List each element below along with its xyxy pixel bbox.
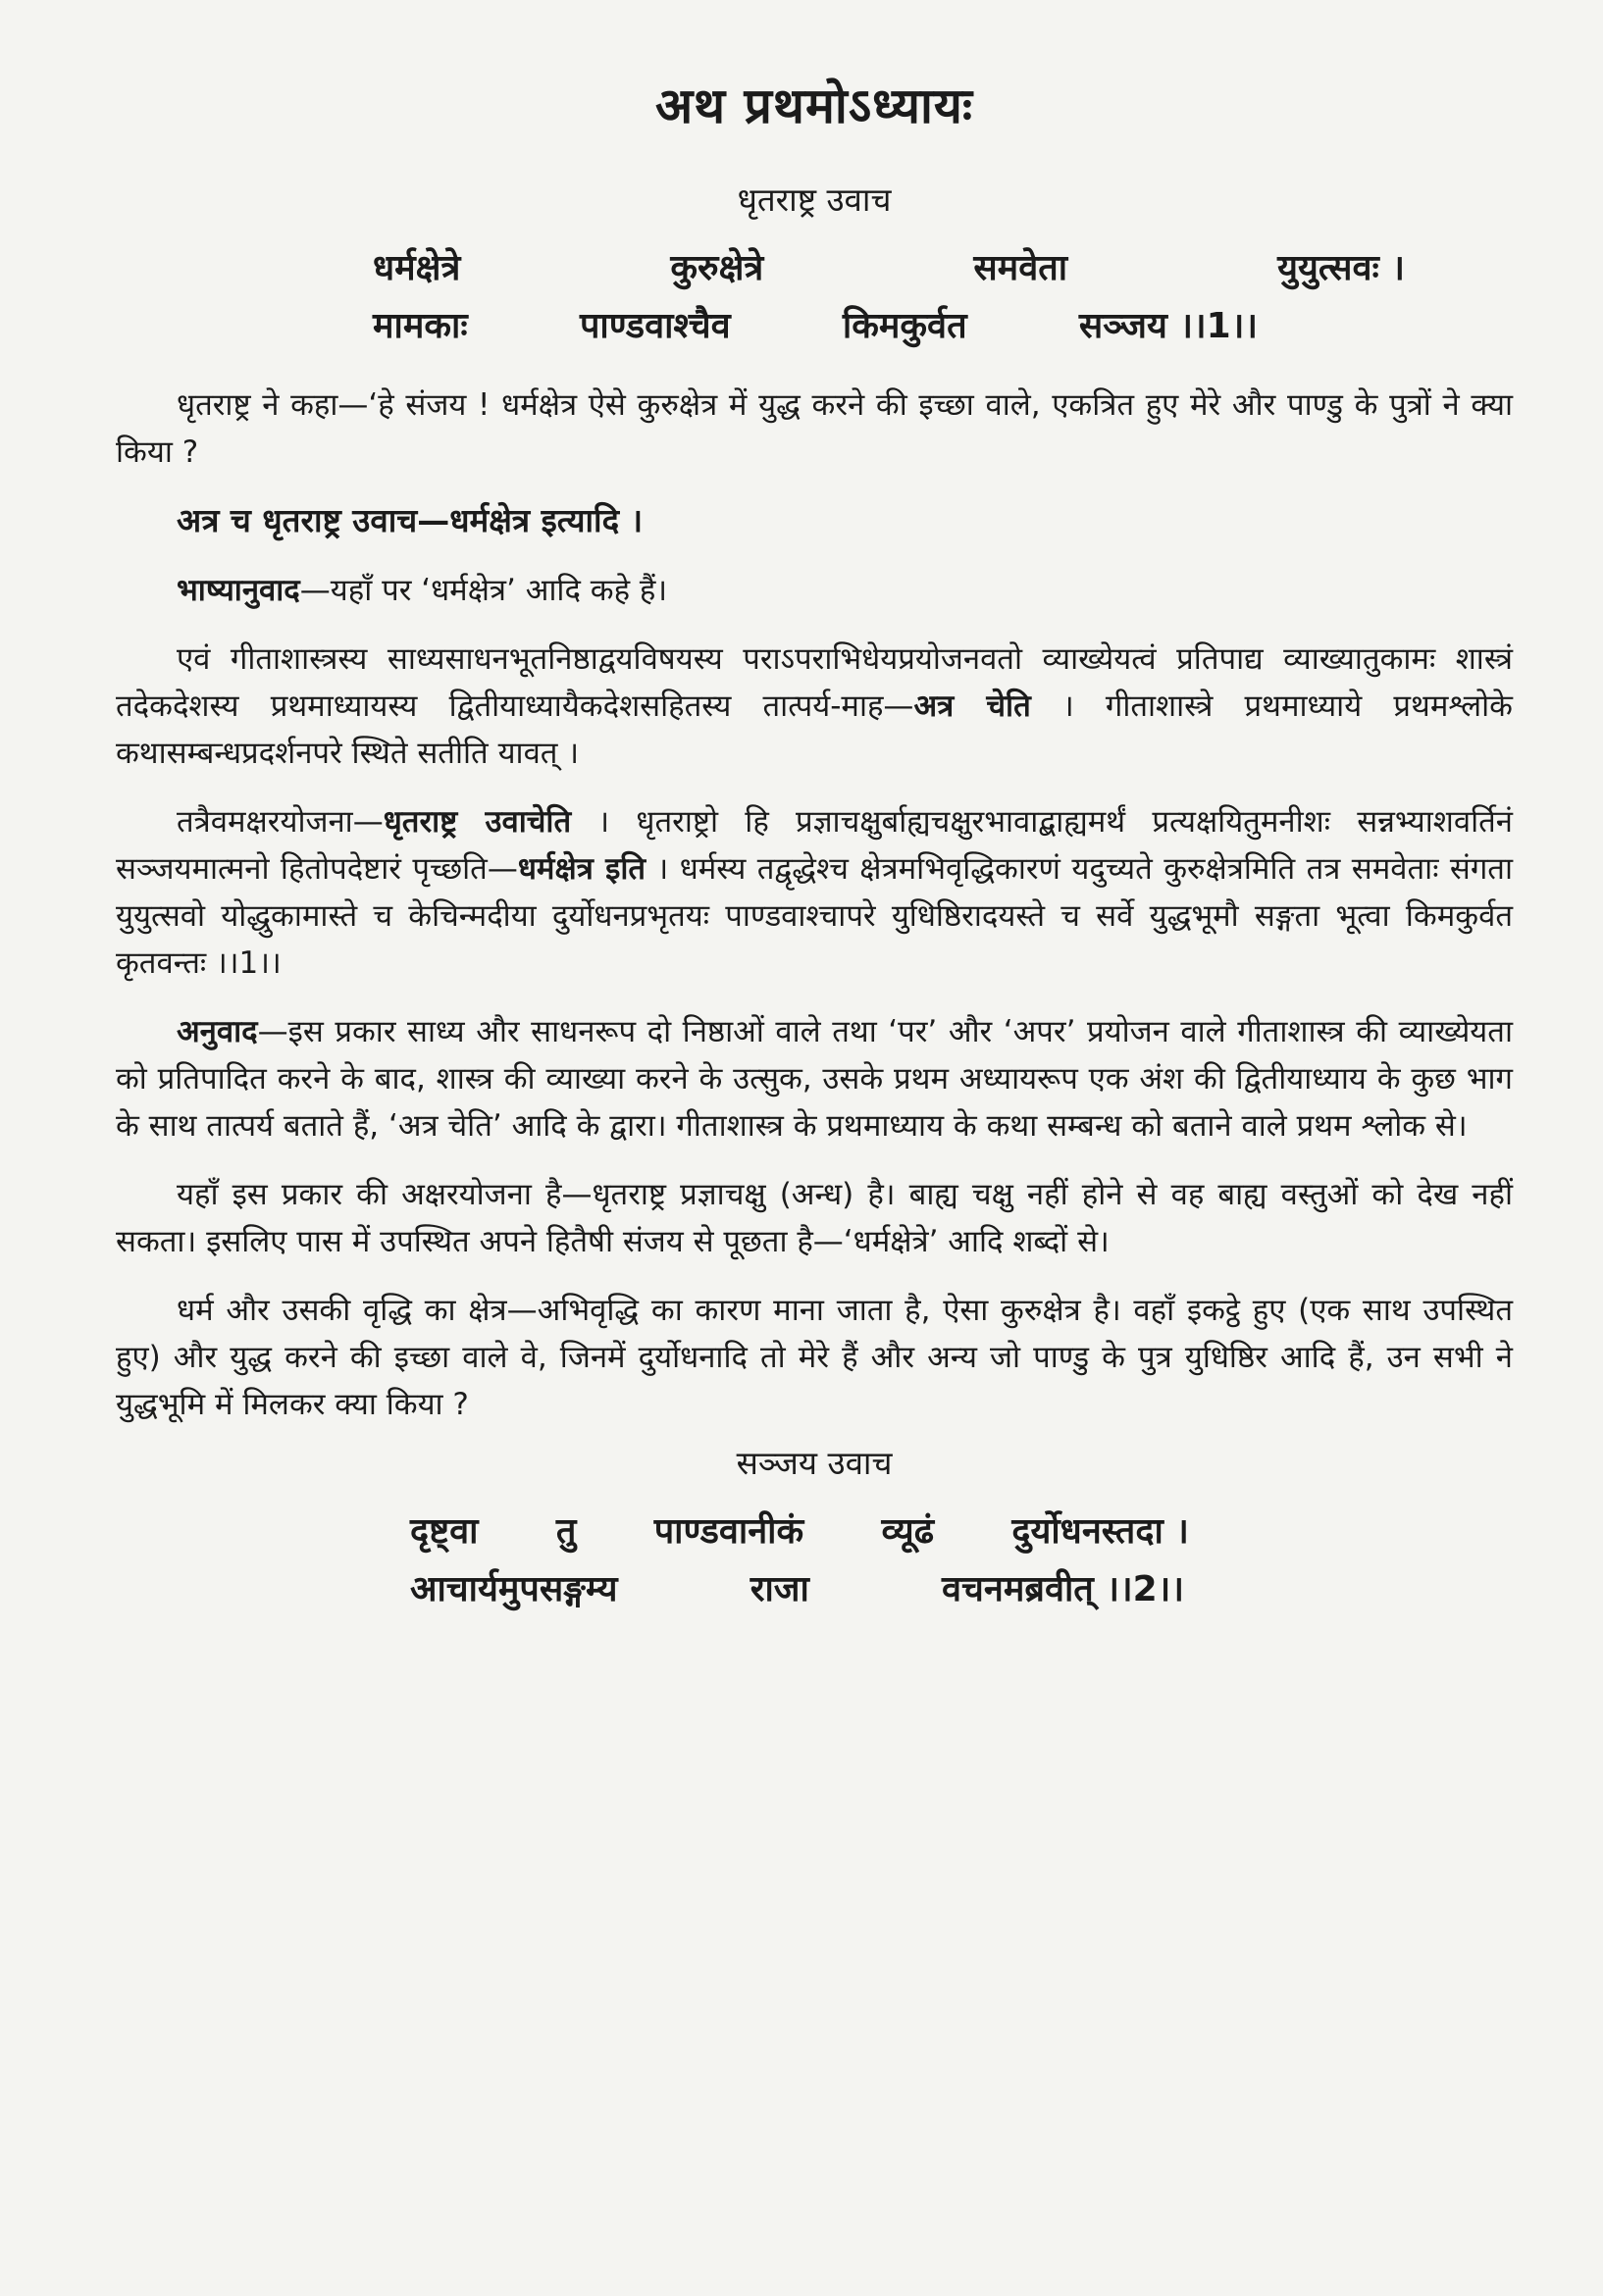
- translation-paragraph: धृतराष्ट्र ने कहा—‘हे संजय ! धर्मक्षेत्र ऐसे कुरुक्षेत्र में युद्ध करने की इच्छा वाले, एकत्रित हुए मेरे और पाण्डु के पुत्रों ने क्या किया ?: [116, 387, 1513, 470]
- commentary-bold: धृतराष्ट्र उवाचेति: [383, 804, 572, 840]
- verse-word: समवेता: [973, 248, 1068, 288]
- verse-word: दृष्ट्वा: [410, 1511, 479, 1552]
- bhashyanuvad-paragraph: [116, 567, 1513, 614]
- bhashyanuvad-text: —यहाँ पर ‘धर्मक्षेत्र’ आदि कहे हैं।: [299, 573, 668, 608]
- commentary-paragraph-1: [116, 636, 1513, 777]
- verse-word: मामकाः: [373, 306, 468, 346]
- commentary-text: । धृतराष्ट्रो हि प्रज्ञाचक्षुर्बाह्यचक्षुरभावाद्बाह्यमर्थं प्रत्यक्षयितुमनीशः सन्नभ्याशवर्तिनं सञ्जयमात्मनो हितोपदेष्टारं पृच्छति—: [116, 804, 1513, 887]
- anuvad-paragraph: [116, 1008, 1513, 1149]
- verse-word: किमकुर्वत: [842, 306, 967, 346]
- verse-word: युयुत्सवः ।: [1277, 248, 1405, 288]
- anuvad-text: —इस प्रकार साध्य और साधनरूप दो निष्ठाओं वाले तथा ‘पर’ और ‘अपर’ प्रयोजन वाले गीताशास्त्र की व्याख्येयता को प्रतिपादित करने के बाद, शास्त्र की व्याख्या करने के उत्सुक, उसके प्रथम अध्यायरूप एक अंश की द्वितीयाध्याय के कुछ भाग के साथ तात्पर्य बताते हैं, ‘अत्र चेति’ आदि के द्वारा। गीताशास्त्र के प्रथमाध्याय के कथा सम्बन्ध को बताने वाले प्रथम श्लोक से।: [116, 1014, 1513, 1144]
- commentary-bold: धर्मक्षेत्र इति: [517, 851, 646, 887]
- commentary-text: । गीताशास्त्रे प्रथमाध्याये प्रथमश्लोके कथासम्बन्धप्रदर्शनपरे स्थिते सतीति यावत् ।: [116, 689, 1513, 771]
- verse1: [116, 242, 1513, 348]
- verse-word: आचार्यमुपसङ्गम्य: [410, 1569, 618, 1609]
- verse-word: तु: [555, 1511, 577, 1552]
- verse1-speaker: धृतराष्ट्र उवाच: [737, 180, 892, 219]
- commentary-bold: अत्र चेति: [913, 689, 1031, 724]
- commentary-text: । धर्मस्य तद्वृद्धेश्च क्षेत्रमभिवृद्धिकारणं यदुच्यते कुरुक्षेत्रमिति तत्र समवेताः संगता युयुत्सवो योद्धुकामास्ते च केचिन्मदीया दुर्योधनप्रभृतयः पाण्डवाश्चापरे युधिष्ठिरादयस्ते च सर्वे युद्धभूमौ सङ्गता भूत्वा किमकुर्वत कृतवन्तः ।।1।।: [116, 851, 1513, 981]
- commentary-paragraph-2: [116, 798, 1513, 987]
- verse2-line2: [116, 1563, 1513, 1611]
- verse-word: धर्मक्षेत्रे: [373, 248, 461, 288]
- verse-word: वचनमब्रवीत् ।।2।।: [942, 1569, 1184, 1609]
- verse2-line1: [116, 1505, 1513, 1554]
- verse-word: कुरुक्षेत्रे: [670, 248, 764, 288]
- verse-word: दुर्योधनस्तदा ।: [1011, 1511, 1189, 1552]
- bhashyanuvad-label: भाष्यानुवाद: [177, 573, 300, 608]
- verse1-line1: [116, 242, 1513, 290]
- anuvad-label: अनुवाद: [177, 1014, 258, 1049]
- verse-word: राजा: [750, 1569, 809, 1609]
- verse-word: पाण्डवाश्चैव: [579, 306, 731, 346]
- verse-word: व्यूढं: [881, 1511, 934, 1552]
- verse2-speaker: सञ्जय उवाच: [736, 1444, 893, 1482]
- commentary-text: तत्रैवमक्षरयोजना—: [177, 804, 384, 840]
- verse1-line2: [116, 300, 1513, 348]
- verse-word: सञ्जय ।।1।।: [1078, 306, 1258, 346]
- verse2: [116, 1505, 1513, 1611]
- chapter-title: अथ प्रथमोऽध्यायः: [654, 77, 973, 134]
- verse-word: पाण्डवानीकं: [653, 1511, 804, 1552]
- bhashya-intro: अत्र च धृतराष्ट्र उवाच—धर्मक्षेत्र इत्यादि ।: [177, 501, 644, 539]
- akshar-yojana-paragraph: यहाँ इस प्रकार की अक्षरयोजना है—धृतराष्ट्र प्रज्ञाचक्षु (अन्ध) है। बाह्य चक्षु नहीं होने से वह बाह्य वस्तुओं को देख नहीं सकता। इसलिए पास में उपस्थित अपने हितैषी संजय से पूछता है—‘धर्मक्षेत्रे’ आदि शब्दों से।: [116, 1177, 1513, 1259]
- commentary-text: एवं गीताशास्त्रस्य साध्यसाधनभूतनिष्ठाद्वयविषयस्य पराऽपराभिधेयप्रयोजनवतो व्याख्येयत्वं प्रतिपाद्य व्याख्यातुकामः शास्त्रं तदेकदेशस्य प्रथमाध्यायस्य द्वितीयाध्यायैकदेशसहितस्य तात्पर्य-माह—: [116, 641, 1513, 724]
- dharma-paragraph: धर्म और उसकी वृद्धि का क्षेत्र—अभिवृद्धि का कारण माना जाता है, ऐसा कुरुक्षेत्र है। वहाँ इकट्ठे हुए (एक साथ उपस्थित हुए) और युद्ध करने की इच्छा वाले वे, जिनमें दुर्योधनादि तो मेरे हैं और अन्य जो पाण्डु के पुत्र युधिष्ठिर आदि हैं, उन सभी ने युद्धभूमि में मिलकर क्या किया ?: [116, 1293, 1513, 1422]
